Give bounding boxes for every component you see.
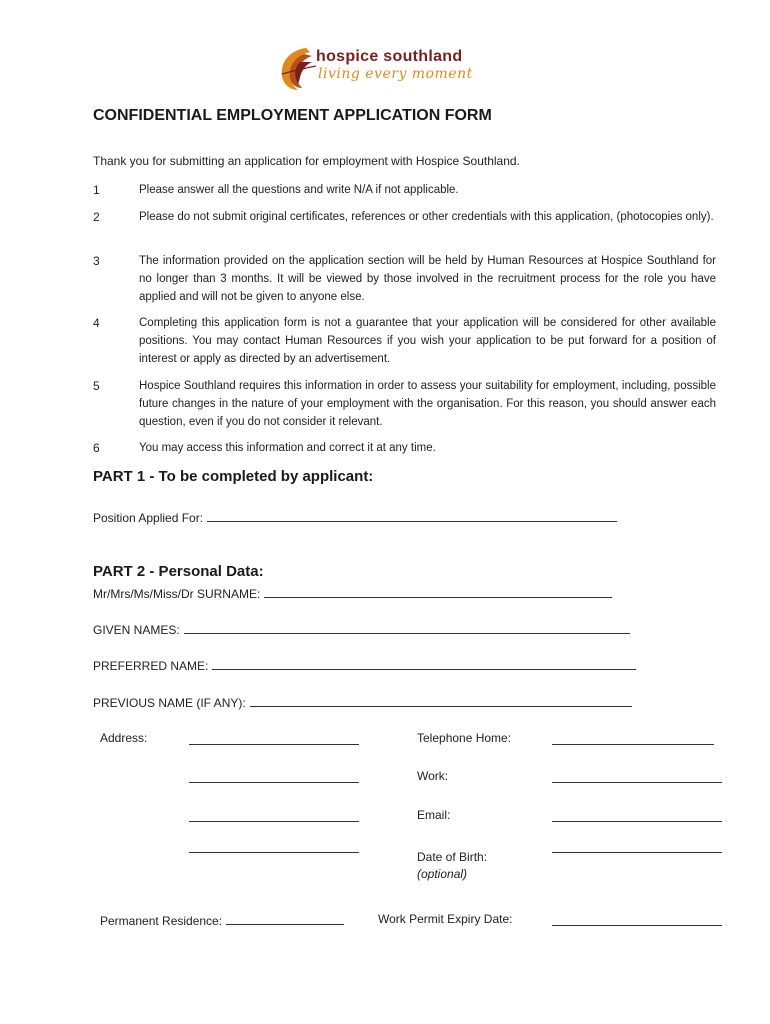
preferred-name-label: PREFERRED NAME: xyxy=(93,659,209,673)
permanent-residence-label: Permanent Residence: xyxy=(100,914,223,928)
item-number: 5 xyxy=(93,379,100,393)
item-number: 1 xyxy=(93,183,100,197)
address-label: Address: xyxy=(100,731,148,745)
previous-name-field xyxy=(93,694,632,710)
work-phone-input[interactable] xyxy=(552,782,722,783)
work-permit-label: Work Permit Expiry Date: xyxy=(378,912,513,926)
position-applied-input[interactable] xyxy=(207,509,617,522)
preferred-name-input[interactable] xyxy=(212,657,636,670)
preferred-name-field xyxy=(93,657,636,673)
item-text: Completing this application form is not a guarantee that your application will be considered for other available positions. You may contact Human Resources if you wish your application to be put forward for a position of interest or apply as directed by an advertisement. xyxy=(139,317,716,365)
permanent-residence-field xyxy=(100,912,344,928)
item-number: 3 xyxy=(93,254,100,268)
work-label: Work: xyxy=(417,769,449,783)
work-permit-input[interactable] xyxy=(552,925,722,926)
item-text: The information provided on the application section will be held by Human Resources at Hospice Southland for no longer than 3 months. It will be viewed by those involved in the recruitment process for the role you have applied and will not be given to anyone else. xyxy=(139,255,716,303)
hospice-logo xyxy=(276,44,536,94)
item-text: Hospice Southland requires this information in order to assess your suitability for employment, including, possible future changes in the nature of your employment with the organisation. For this reason, you should answer each question, even if you do not consider it relevant. xyxy=(139,380,716,428)
intro-text: Thank you for submitting an application for employment with Hospice Southland. xyxy=(93,154,520,168)
surname-label: Mr/Mrs/Ms/Miss/Dr SURNAME: xyxy=(93,587,261,601)
position-applied-label: Position Applied For: xyxy=(93,511,204,525)
given-names-field xyxy=(93,621,630,637)
email-input[interactable] xyxy=(552,821,722,822)
given-names-input[interactable] xyxy=(184,621,630,634)
item-text: Please do not submit original certificates, references or other credentials with this application, (photocopies only). xyxy=(139,211,714,223)
logo-name: hospice southland xyxy=(316,48,463,65)
item-number: 6 xyxy=(93,441,100,455)
email-label: Email: xyxy=(417,808,451,822)
surname-input[interactable] xyxy=(264,585,612,598)
dob-label: Date of Birth: xyxy=(417,850,488,864)
dob-note: (optional) xyxy=(417,867,468,881)
dob-input[interactable] xyxy=(552,852,722,853)
telephone-home-label: Telephone Home: xyxy=(417,731,512,745)
logo-tagline: living every moment xyxy=(318,66,473,82)
item-number: 2 xyxy=(93,210,100,224)
part2-heading: PART 2 - Personal Data: xyxy=(93,563,264,580)
item-text: You may access this information and correct it at any time. xyxy=(139,442,436,454)
feather-logo-icon xyxy=(276,44,320,94)
page-title: CONFIDENTIAL EMPLOYMENT APPLICATION FORM xyxy=(93,107,492,124)
permanent-residence-input[interactable] xyxy=(226,912,344,925)
previous-name-input[interactable] xyxy=(250,694,632,707)
part1-heading: PART 1 - To be completed by applicant: xyxy=(93,468,374,485)
surname-field xyxy=(93,585,612,601)
address-line-4[interactable] xyxy=(189,852,359,853)
previous-name-label: PREVIOUS NAME (IF ANY): xyxy=(93,696,246,710)
given-names-label: GIVEN NAMES: xyxy=(93,623,180,637)
address-line-1[interactable] xyxy=(189,744,359,745)
address-line-2[interactable] xyxy=(189,782,359,783)
address-line-3[interactable] xyxy=(189,821,359,822)
telephone-home-input[interactable] xyxy=(552,744,714,745)
item-number: 4 xyxy=(93,316,100,330)
position-applied-field xyxy=(93,509,617,525)
item-text: Please answer all the questions and write N/A if not applicable. xyxy=(139,184,459,196)
